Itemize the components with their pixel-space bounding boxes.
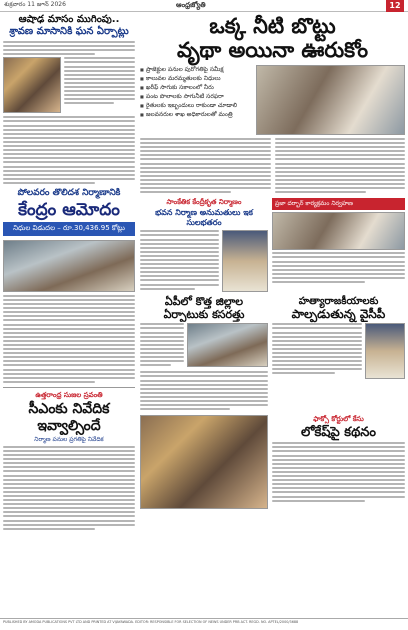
story-uttarandhra-kicker: ఉత్తరాంధ్ర సుజల స్రవంతి: [35, 390, 103, 399]
story-ashada-headline-2: శ్రావణ మాసానికి ఘన ఏర్పాట్లు: [9, 26, 129, 37]
story-building-permits: [140, 198, 268, 292]
right-column: [140, 14, 405, 509]
story-building-headline: భవన నిర్మాణ అనుమతులు ఇక సులభతరం: [155, 208, 253, 228]
story-ashada-side-text: [64, 57, 135, 104]
story-lokesh: [272, 415, 405, 509]
left-column: [3, 14, 135, 532]
lead-bullet: ■ ఖరీఫ్ సాగుకు సకాలంలో నీరు: [140, 83, 252, 92]
story-ysrcp-headline-2: పాల్పడుతున్న వైసీపీ: [291, 307, 386, 322]
meeting-photo: [256, 65, 405, 135]
story-districts-body-1: [140, 323, 184, 368]
story-districts-body-2: [140, 371, 268, 410]
lead-bullet: ■ కాలువల మరమ్మతులకు నిధులు: [140, 74, 252, 83]
newspaper-name: ఆంధ్రజ్యోతి: [176, 1, 206, 9]
press-meet-photo: [140, 415, 268, 509]
lead-headline-1: ఒక్క నీటి బొట్టు: [209, 14, 336, 38]
lead-bullet: ■ జలవనరుల శాఖ అధికారులతో మంత్రి: [140, 110, 252, 119]
story-ashada-intro: [3, 41, 135, 55]
page-header: [0, 0, 408, 12]
story-uttarandhra-headline: సీఎంకు నివేదిక ఇవ్వాల్సిందే: [28, 400, 110, 434]
story-uttarandhra-subline: నిర్మాణ పనుల ప్రగతిపై నివేదిక: [34, 435, 104, 443]
leader-speech-photo: [365, 323, 405, 379]
story-polavaram: [3, 188, 135, 383]
story-polavaram-headline: కేంద్రం ఆమోదం: [18, 199, 120, 220]
lead-headline-2: వృథా అయినా ఊరుకోం: [176, 38, 369, 62]
story-lokesh-body: [272, 442, 405, 501]
page-number: 12: [386, 0, 404, 12]
lead-bullet: ■ ప్రాజెక్టుల పనుల పురోగతిపై సమీక్ష: [140, 65, 252, 74]
story-polavaram-kicker: పోలవరం తొలిదశ నిర్మాణానికి: [17, 187, 121, 198]
lead-body-col1: [140, 138, 271, 195]
story-darbar-body: [272, 252, 405, 283]
lead-bullet: ■ పంట పొలాలకు సాగునీటి సరఫరా: [140, 92, 252, 101]
story-praja-darbar: [272, 198, 405, 292]
story-ashada-body: [3, 116, 135, 184]
story-uttarandhra: [3, 387, 135, 530]
story-lokesh-kicker: ఫాక్సో కోర్టులో కేసు: [313, 415, 364, 424]
lead-bullet: ■ రైతులకు ఇబ్బందులు రాకుండా చూడాలి: [140, 101, 252, 110]
temple-photo: [3, 57, 61, 113]
story-lokesh-headline: లోకేష్‌పై కథనం: [301, 425, 376, 441]
officials-meeting-photo: [187, 323, 268, 367]
story-ysrcp-body: [272, 323, 362, 379]
imprint-line: PUBLISHED BY AMODA PUBLICATIONS PVT LTD AND PRINTED AT VIJAYAWADA. EDITOR: RESPONSIBLE FOR SELECTION OF NEWS UNDER PRB ACT. REGD. NO. APTEL/2000/3688: [0, 618, 408, 630]
lead-body-col2: [275, 138, 406, 195]
story-new-districts: [140, 295, 268, 412]
lead-bullets: [140, 65, 252, 135]
story-districts-headline-2: ఏర్పాటుకు కసరత్తు: [163, 308, 245, 322]
story-ysrcp: [272, 295, 405, 412]
story-districts-headline-1: ఏపీలో కొత్త జిల్లాల: [164, 295, 244, 309]
story-polavaram-body: [3, 295, 135, 383]
public-grievance-photo: [272, 212, 405, 250]
lead-story: [140, 14, 405, 195]
issue-date: శుక్రవారం 11 జూన్ 2026: [4, 1, 66, 8]
dam-construction-photo: [3, 240, 135, 292]
story-ashada-headline-1: ఆషాఢ మాసం ముగింపు..: [18, 14, 120, 25]
story-darbar-kicker: ప్రజా దర్బార్ కార్యక్రమం నిర్వహణ: [272, 198, 405, 210]
story-building-kicker: సాంకేతిక కేంద్రీకృత నిర్మాణం: [166, 198, 242, 207]
story-polavaram-band: నిధుల విడుదల – రూ.30,436.95 కోట్లు: [3, 222, 135, 236]
story-ysrcp-headline-1: హత్యారాజకీయాలకు: [298, 296, 379, 308]
story-ashada: [3, 14, 135, 184]
story-building-body: [140, 230, 219, 292]
minister-portrait-photo: [222, 230, 268, 292]
story-uttarandhra-body: [3, 446, 135, 530]
